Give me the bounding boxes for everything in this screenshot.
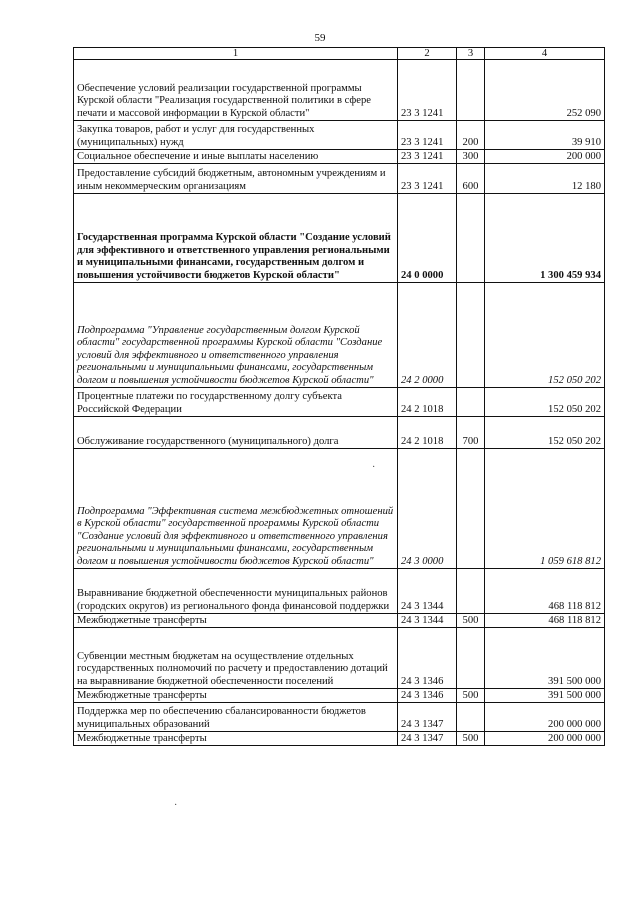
scan-mark: · bbox=[174, 800, 178, 811]
row-name: Межбюджетные трансферты bbox=[74, 614, 398, 628]
table-row bbox=[74, 703, 605, 732]
table-row bbox=[74, 689, 605, 703]
table-body bbox=[74, 48, 605, 746]
row-name: Обслуживание государственного (муниципального) долга bbox=[74, 417, 398, 449]
row-amount: 12 180 bbox=[485, 164, 605, 194]
row-amount: 391 500 000 bbox=[485, 628, 605, 689]
table-row bbox=[74, 417, 605, 449]
table-row bbox=[74, 283, 605, 388]
row-name: Закупка товаров, работ и услуг для государственных (муниципальных) нужд bbox=[74, 121, 398, 150]
table-row bbox=[74, 388, 605, 417]
row-code: 23 3 1241 bbox=[398, 164, 457, 194]
row-expense-type bbox=[457, 283, 485, 388]
row-name: Предоставление субсидий бюджетным, автономным учреждениям и иным некоммерческим организациям bbox=[74, 164, 398, 194]
row-name: Поддержка мер по обеспечению сбалансированности бюджетов муниципальных образований bbox=[74, 703, 398, 732]
row-name: Процентные платежи по государственному долгу субъекта Российской Федерации bbox=[74, 388, 398, 417]
row-name: Государственная программа Курской области "Создание условий для эффективного и ответственного управления региональными и муниципальными финансами, государственным долгом и повышения устойчивости бюджетов Курской области" bbox=[74, 194, 398, 283]
table-row bbox=[74, 614, 605, 628]
row-amount: 1 059 618 812 bbox=[485, 449, 605, 569]
row-amount: 391 500 000 bbox=[485, 689, 605, 703]
row-amount: 39 910 bbox=[485, 121, 605, 150]
row-expense-type bbox=[457, 60, 485, 121]
row-expense-type: 700 bbox=[457, 417, 485, 449]
row-expense-type: 500 bbox=[457, 614, 485, 628]
table-row bbox=[74, 628, 605, 689]
row-name: Выравнивание бюджетной обеспеченности муниципальных районов (городских округов) из регионального фонда финансовой поддержки bbox=[74, 569, 398, 614]
page-number: 59 bbox=[314, 32, 326, 44]
row-name: Обеспечение условий реализации государственной программы Курской области "Реализация государственной политики в сфере печати и массовой информации в Курской области" bbox=[74, 60, 398, 121]
row-expense-type bbox=[457, 569, 485, 614]
row-code: 24 2 1018 bbox=[398, 417, 457, 449]
table-row bbox=[74, 194, 605, 283]
row-expense-type bbox=[457, 194, 485, 283]
row-code: 24 3 1347 bbox=[398, 732, 457, 746]
column-header-2: 2 bbox=[398, 48, 457, 60]
table-row bbox=[74, 164, 605, 194]
table-row bbox=[74, 569, 605, 614]
row-name: Подпрограмма "Управление государственным долгом Курской области" государственной программы Курской области "Создание условий для эффективного и ответственного управления региональными и муниципальными финансами, государственным долгом и повышения устойчивости бюджетов Курской области" bbox=[74, 283, 398, 388]
row-name: Субвенции местным бюджетам на осуществление отдельных государственных полномочий по расчету и предоставлению дотаций на выравнивание бюджетной обеспеченности поселений bbox=[74, 628, 398, 689]
row-amount: 252 090 bbox=[485, 60, 605, 121]
column-header-4: 4 bbox=[485, 48, 605, 60]
row-code: 24 3 1346 bbox=[398, 689, 457, 703]
table-header-row bbox=[74, 48, 605, 60]
row-expense-type bbox=[457, 449, 485, 569]
row-amount: 468 118 812 bbox=[485, 569, 605, 614]
row-code: 24 0 0000 bbox=[398, 194, 457, 283]
row-expense-type: 500 bbox=[457, 732, 485, 746]
table-row bbox=[74, 449, 605, 569]
row-expense-type bbox=[457, 703, 485, 732]
row-expense-type: 300 bbox=[457, 150, 485, 164]
row-amount: 468 118 812 bbox=[485, 614, 605, 628]
row-name: Социальное обеспечение и иные выплаты населению bbox=[74, 150, 398, 164]
row-expense-type bbox=[457, 628, 485, 689]
row-code: 24 2 1018 bbox=[398, 388, 457, 417]
table-row bbox=[74, 732, 605, 746]
row-code: 23 3 1241 bbox=[398, 60, 457, 121]
row-code: 23 3 1241 bbox=[398, 121, 457, 150]
column-header-3: 3 bbox=[457, 48, 485, 60]
row-code: 24 2 0000 bbox=[398, 283, 457, 388]
row-name: Межбюджетные трансферты bbox=[74, 732, 398, 746]
budget-table bbox=[73, 47, 605, 746]
row-code: 24 3 1344 bbox=[398, 569, 457, 614]
row-code: 24 3 1346 bbox=[398, 628, 457, 689]
row-amount: 200 000 000 bbox=[485, 732, 605, 746]
row-expense-type: 200 bbox=[457, 121, 485, 150]
row-code: 23 3 1241 bbox=[398, 150, 457, 164]
row-expense-type: 500 bbox=[457, 689, 485, 703]
row-code: 24 3 1347 bbox=[398, 703, 457, 732]
row-amount: 200 000 000 bbox=[485, 703, 605, 732]
row-name: Межбюджетные трансферты bbox=[74, 689, 398, 703]
row-amount: 152 050 202 bbox=[485, 388, 605, 417]
table-row bbox=[74, 60, 605, 121]
row-amount: 200 000 bbox=[485, 150, 605, 164]
row-name: Подпрограмма "Эффективная система межбюджетных отношений в Курской области" государственной программы Курской области "Создание условий для эффективного и ответственного управления региональными и муниципальными финансами, государственным долгом и повышения устойчивости бюджетов Курской области" bbox=[74, 449, 398, 569]
scan-mark: · bbox=[372, 462, 376, 473]
column-header-1: 1 bbox=[74, 48, 398, 60]
row-expense-type: 600 bbox=[457, 164, 485, 194]
row-amount: 1 300 459 934 bbox=[485, 194, 605, 283]
row-expense-type bbox=[457, 388, 485, 417]
table-row bbox=[74, 121, 605, 150]
row-amount: 152 050 202 bbox=[485, 283, 605, 388]
row-amount: 152 050 202 bbox=[485, 417, 605, 449]
row-code: 24 3 1344 bbox=[398, 614, 457, 628]
row-code: 24 3 0000 bbox=[398, 449, 457, 569]
table-row bbox=[74, 150, 605, 164]
